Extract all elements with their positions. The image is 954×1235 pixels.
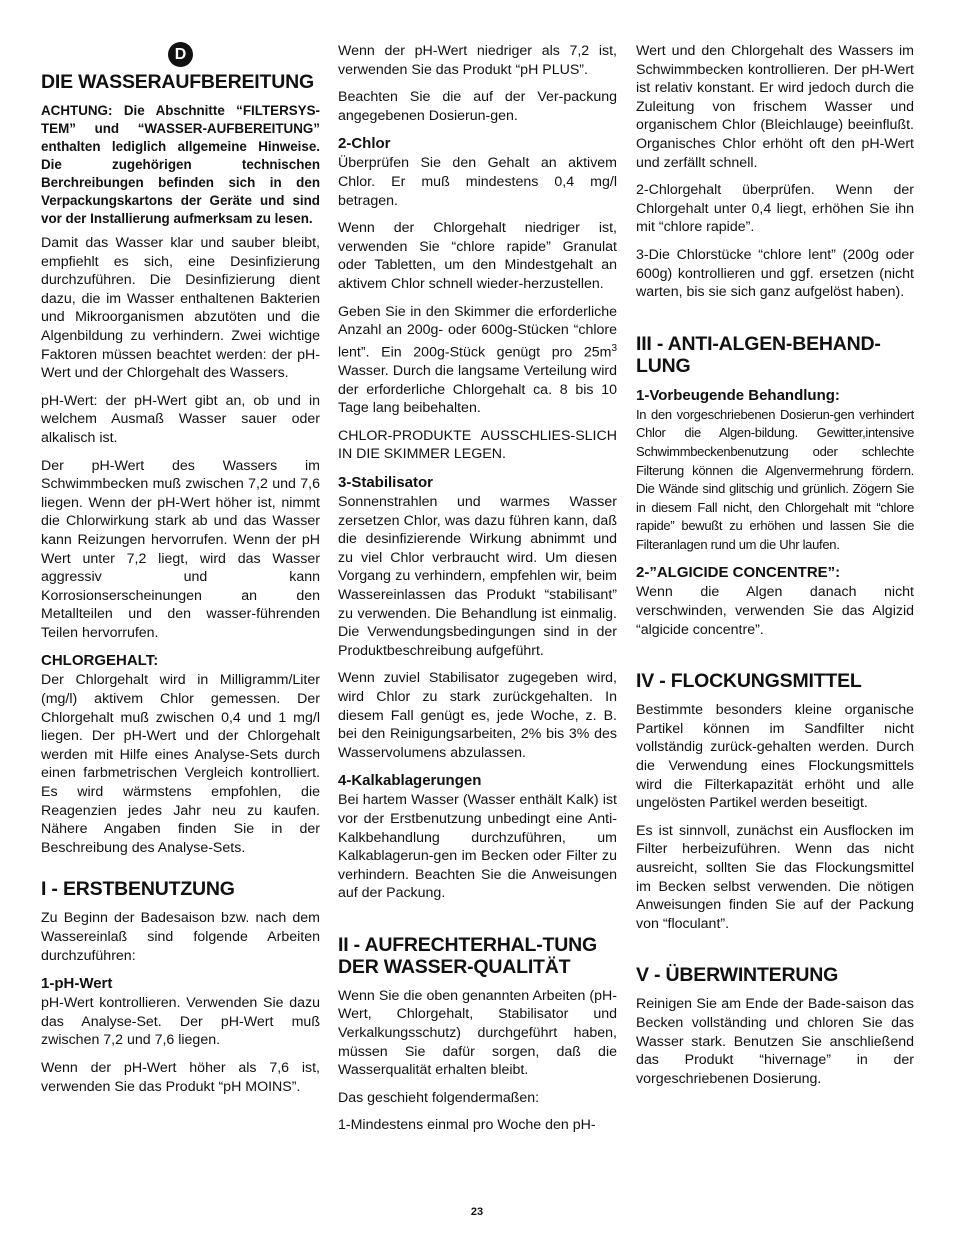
paragraph: Wenn der pH-Wert niedriger als 7,2 ist, verwenden Sie das Produkt “pH PLUS”. xyxy=(338,43,617,78)
paragraph: Das geschieht folgendermaßen: xyxy=(338,1089,540,1106)
language-badge xyxy=(41,42,320,70)
paragraph: Sonnenstrahlen und warmes Wasser zersetzen Chlor, was dazu führen kann, daß die desinfizierende Wirkung abnimmt und zu viel Chlor verbraucht wird. Um diesen Vorgang zu verhindern, empfehlen wir, beim Wassereinlassen das Produkt “stabilisant” zu verwenden. Die Behandlung ist einmalig. Die Verwendungsbedingungen sind in der Produktbeschreibung aufgeführt. xyxy=(338,494,617,659)
section-title-wasseraufbereitung: DIE WASSERAUFBEREITUNG xyxy=(41,71,314,93)
paragraph: 2-Chlorgehalt überprüfen. Wenn der Chlorgehalt unter 0,4 liegt, erhöhen Sie ihn mit “chlore rapide”. xyxy=(636,182,914,236)
superscript: 3 xyxy=(611,342,617,354)
paragraph: pH-Wert: der pH-Wert gibt an, ob und in welchem Ausmaß Wasser sauer oder alkalisch ist. xyxy=(41,392,320,446)
paragraph: Der pH-Wert des Wassers im Schwimmbecken muß zwischen 7,2 und 7,6 liegen. Wenn der pH-Wert höher ist, nimmt die Chlorwirkung stark ab und das Wasser kann Reizungen hervorrufen. Wenn der pH Wert unter 7,2 liegt, wird das Wasser aggressiv und kann Korrosionserscheinungen an den Metallteilen und den wasser-führenden Teilen hervorrufen. xyxy=(41,457,320,641)
paragraph: Wenn der Chlorgehalt niedriger ist, verwenden Sie “chlore rapide” Granulat oder Tabletten, um den Mindestgehalt an aktivem Chlor schnell wieder-herzustellen. xyxy=(338,220,617,292)
column-2 xyxy=(338,42,617,1144)
paragraph: Zu Beginn der Badesaison bzw. nach dem Wassereinlaß sind folgende Arbeiten durchzuführen: xyxy=(41,910,320,964)
paragraph: Wert und den Chlorgehalt des Wassers im Schwimmbecken kontrollieren. Der pH-Wert ist relativ konstant. Er wird jedoch durch die Zuleitung von frischem Wasser und organischem Chlor (Bleichlauge) beeinflußt. Organisches Chlor erhöht oft den pH-Wert und zerfällt schnell. xyxy=(636,43,914,171)
subheading-chlor: 2-Chlor xyxy=(338,135,391,153)
paragraph: Es ist sinnvoll, zunächst ein Ausflocken im Filter herbeizuführen. Wenn das nicht ausreicht, sollten Sie das Flockungsmittel im Becken selbst verwenden. Die nötigen Anweisungen finden Sie auf der Packung von “floculant”. xyxy=(636,822,914,932)
subheading-chlorgehalt: CHLORGEHALT: xyxy=(41,652,159,670)
paragraph: Der Chlorgehalt wird in Milligramm/Liter (mg/l) aktivem Chlor gemessen. Der Chlorgehalt muß zwischen 0,4 und 1 mg/l liegen. Der pH-Wert und der Chlorgehalt werden mit Hilfe eines Analyse-Sets durch einen farbmetrischen Vergleich kontrolliert. Es wird wärmstens empfohlen, die Reagenzien jedes Jahr neu zu kaufen. Nähere Angaben finden Sie in der Beschreibung des Analyse-Sets. xyxy=(41,672,320,856)
section-title-erstbenutzung: I - ERSTBENUTZUNG xyxy=(41,878,235,901)
section-title-flockungsmittel: IV - FLOCKUNGSMITTEL xyxy=(636,670,862,693)
paragraph-text: Wasser. Durch die langsame Verteilung wird der erforderliche Chlorgehalt ca. 8 bis 10 Tage lang beibehalten. xyxy=(338,363,617,417)
section-title-aufrechterhaltung: II - AUFRECHTERHAL-TUNG DER WASSER-QUALITÄT xyxy=(338,933,597,978)
paragraph xyxy=(338,303,617,418)
paragraph: Wenn die Algen danach nicht verschwinden, verwenden Sie das Algizid “algicide concentre”. xyxy=(636,584,914,638)
paragraph: 1-Mindestens einmal pro Woche den pH- xyxy=(338,1117,596,1134)
paragraph: pH-Wert kontrollieren. Verwenden Sie dazu das Analyse-Set. Der pH-Wert muß zwischen 7,2 und 7,6 liegen. xyxy=(41,995,320,1049)
column-1 xyxy=(41,42,320,1105)
paragraph: Bei hartem Wasser (Wasser enthält Kalk) ist vor der Erstbenutzung unbedingt eine Anti-Kalkbehandlung durchzuführen, um Kalkablagerun-gen im Becken oder Filter zu verhindern. Beachten Sie die Anweisungen auf der Packung. xyxy=(338,792,617,902)
subheading-algicide: 2-”ALGICIDE CONCENTRE”: xyxy=(636,564,841,582)
paragraph: Wenn der pH-Wert höher als 7,6 ist, verwenden Sie das Produkt “pH MOINS”. xyxy=(41,1059,320,1095)
paragraph: Beachten Sie die auf der Ver-packung angegebenen Dosierun-gen. xyxy=(338,89,617,124)
paragraph: In den vorgeschriebenen Dosierun-gen verhindert Chlor die Algen-bildung. Gewitter,intensive Schwimmbeckenbenutzung oder schlechte Filterung können die Algenvermehrung fördern. Die Wände sind glitschig und grünlich. Zögern Sie in diesem Fall nicht, den Chlorgehalt mit “chlore rapide” bewußt zu erhöhen und lassen Sie die Filteranlagen rund um die Uhr laufen. xyxy=(636,406,914,552)
column-3 xyxy=(636,42,914,1097)
paragraph: Wenn Sie die oben genannten Arbeiten (pH-Wert, Chlorgehalt, Stabilisator und Verkalkungsschutz) durchgeführt haben, müssen Sie dafür sorgen, daß die Wasserqualität erhalten bleibt. xyxy=(338,987,617,1079)
subheading-ph-wert: 1-pH-Wert xyxy=(41,975,113,993)
page-number: 23 xyxy=(470,1206,484,1218)
paragraph: 3-Die Chlorstücke “chlore lent” (200g oder 600g) kontrollieren und ggf. ersetzen (nicht warten, bis sie sich ganz aufgelöst haben). xyxy=(636,246,914,301)
warning-paragraph: ACHTUNG: Die Abschnitte “FILTERSYS-TEM” und “WASSER-AUFBEREITUNG” enthalten lediglich allgemeine Hinweise. Die zugehörigen technischen Berchreibungen befinden sich in den Verpackungskartons der Geräte und sind vor der Installierung aufmerksam zu lesen. xyxy=(41,103,320,226)
paragraph-text: Geben Sie in den Skimmer die erforderliche Anzahl an 200g- oder 600g-Stücken “chlore lent”. Ein 200g-Stück genügt pro 25m xyxy=(338,303,617,361)
subheading-vorbeugende-behandlung: 1-Vorbeugende Behandlung: xyxy=(636,386,840,404)
subheading-stabilisator: 3-Stabilisator xyxy=(338,474,434,492)
paragraph: Damit das Wasser klar und sauber bleibt, empfiehlt es sich, eine Desinfizierung durchzuführen. Die Desinfizierung dient dazu, die im Wasser enthaltenen Bakterien und Mikroorganismen abzutöten und die Algenbildung zu verhindern. Zwei wichtige Faktoren müssen beachtet werden: der pH-Wert und der Chlorgehalt des Wassers. xyxy=(41,235,320,382)
language-badge-letter: D xyxy=(168,42,193,67)
section-title-anti-algen: III - ANTI-ALGEN-BEHAND-LUNG xyxy=(636,332,881,377)
subheading-kalkablagerungen: 4-Kalkablagerungen xyxy=(338,772,482,790)
section-title-ueberwinterung: V - ÜBERWINTERUNG xyxy=(636,964,839,987)
paragraph: Reinigen Sie am Ende der Bade-saison das Becken vollständing und chloren Sie das Wasser stark. Benutzen Sie anschließend das Produkt “hivernage” in der vorgeschriebenen Dosierung. xyxy=(636,996,914,1087)
paragraph: Bestimmte besonders kleine organische Partikel können im Sandfilter nicht vollständig zurück-gehalten werden. Durch die Verwendung eines Flockungsmittels wird die Filterkapazität erhöht und alle ungelösten Partikel werden beseitigt. xyxy=(636,702,914,812)
paragraph: Überprüfen Sie den Gehalt an aktivem Chlor. Er muß mindestens 0,4 mg/l betragen. xyxy=(338,155,617,209)
paragraph: CHLOR-PRODUKTE AUSSCHLIES-SLICH IN DIE SKIMMER LEGEN. xyxy=(338,427,617,463)
paragraph: Wenn zuviel Stabilisator zugegeben wird, wird Chlor zu stark zurückgehalten. In diesem Fall genügt es, jede Woche, z. B. bei den Reinigungsarbeiten, 2% bis 3% des Wasservolumens abzulassen. xyxy=(338,670,617,761)
